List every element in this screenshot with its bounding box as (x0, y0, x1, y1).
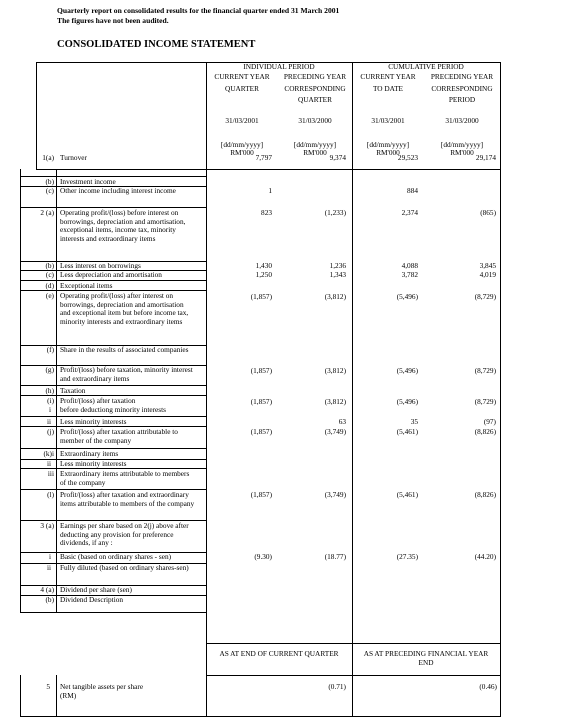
bottom-head-preceding: AS AT PRECEDING FINANCIAL YEAR END (363, 649, 489, 667)
statement-title: CONSOLIDATED INCOME STATEMENT (57, 39, 256, 50)
row-label-r1c: Other income including interest income (60, 186, 176, 195)
row-num-r2c: (c) (45, 270, 54, 279)
value-r2i1-c3: (5,496) (396, 397, 418, 406)
col4-format: [dd/mm/yyyy] (440, 140, 484, 149)
value-r2j-c2: (3,749) (324, 427, 346, 436)
row-label-r2i1: before deductiong minority interests (60, 405, 166, 414)
col2-date: 31/03/2000 (298, 116, 332, 125)
row-num-r2j: (j) (47, 427, 54, 436)
col4-head-line3: PERIOD (448, 95, 476, 104)
value-r2j-c1: (1,857) (250, 427, 272, 436)
row-label-r2l: Profit/(loss) after taxation and extraordinary items attributable to members of the company (60, 490, 195, 508)
row-num-r2e: (e) (45, 291, 54, 300)
row-label-r2b: Less interest on borrowings (60, 261, 141, 270)
col4-head-line1: PRECEDING YEAR (430, 72, 494, 81)
value-r2g-c4: (8,729) (474, 366, 496, 375)
row-label-r1a: Turnover (60, 153, 87, 162)
value-r2a-c2: (1,233) (324, 208, 346, 217)
nta-preceding: (0.46) (479, 682, 497, 691)
row-label-r2i2: Less minority interests (60, 417, 127, 426)
value-r2l-c4: (8,826) (474, 490, 496, 499)
col1-head-line1: CURRENT YEAR (214, 72, 270, 81)
value-r2g-c2: (3,812) (324, 366, 346, 375)
value-r2l-c2: (3,749) (324, 490, 346, 499)
value-r2i1-c4: (8,729) (474, 397, 496, 406)
row-num-r4b: (b) (45, 595, 54, 604)
value-r1a-c2: 9,374 (329, 153, 346, 162)
col1-unit: RM'000 (230, 148, 254, 157)
row-num-r4a: 4 (a) (40, 585, 54, 594)
bottom-head-current: AS AT END OF CURRENT QUARTER (219, 649, 339, 658)
col3-unit: RM'000 (376, 148, 400, 157)
row-num-r2k1: (k)i (43, 449, 54, 458)
row-label-r2g: Profit/(loss) before taxation, minority interest and extraordinary items (60, 365, 193, 383)
value-r2c-c3: 3,782 (401, 270, 418, 279)
value-r2i2-c4: (97) (483, 417, 496, 426)
col3-head-line2: TO DATE (372, 84, 404, 93)
row-num-r2b: (b) (45, 261, 54, 270)
value-r2c-c2: 1,343 (329, 270, 346, 279)
value-r1a-c4: 29,174 (475, 153, 496, 162)
col2-head-line2: CORRESPONDING (284, 84, 346, 93)
value-r2j-c3: (5,461) (396, 427, 418, 436)
row-label-r2k2: Less minority interests (60, 459, 127, 468)
row-num-r2d: (d) (45, 281, 54, 290)
value-r2b-c1: 1,430 (255, 261, 272, 270)
row-label-r3a2: Fully diluted (based on ordinary shares-sen) (60, 563, 189, 572)
row-label-r2c: Less depreciation and amortisation (60, 270, 162, 279)
value-r2a-c4: (865) (480, 208, 496, 217)
value-r2c-c1: 1,250 (255, 270, 272, 279)
row-label-r3a1: Basic (based on ordinary shares - sen) (60, 552, 172, 561)
col2-unit: RM'000 (303, 148, 327, 157)
col3-format: [dd/mm/yyyy] (366, 140, 410, 149)
value-r2b-c2: 1,236 (329, 261, 346, 270)
row-num-r1c: (c) (45, 186, 54, 195)
row-label-r3a: Earnings per share based on 2(j) above after deducting any provision for preference dividends, if any : (60, 521, 189, 548)
row-num-r2g: (g) (45, 365, 54, 374)
row-num-r2i: (i) (47, 396, 54, 405)
value-r3a1-c3: (27.35) (396, 552, 418, 561)
value-r2g-c3: (5,496) (396, 366, 418, 375)
col1-format: [dd/mm/yyyy] (220, 140, 264, 149)
row-num-r3a: 3 (a) (40, 521, 54, 530)
row-num-r2l: (l) (47, 490, 54, 499)
row-num-r3a1: i (48, 552, 51, 561)
row-num-r2a: 2 (a) (40, 208, 54, 217)
value-r2e-c4: (8,729) (474, 292, 496, 301)
row-label-r2f: Share in the results of associated companies (60, 345, 189, 354)
value-r1a-c1: 7,797 (255, 153, 272, 162)
row-num-5: 5 (46, 682, 50, 691)
nta-label: Net tangible assets per share (RM) (60, 682, 144, 700)
row-label-r1b: Investment income (60, 177, 116, 186)
row-label-r4a: Dividend per share (sen) (60, 585, 132, 594)
value-r3a1-c2: (18.77) (324, 552, 346, 561)
individual-period-header: INDIVIDUAL PERIOD (243, 62, 315, 71)
col2-head-line1: PRECEDING YEAR (283, 72, 347, 81)
row-label-r2h: Taxation (60, 386, 86, 395)
col2-format: [dd/mm/yyyy] (293, 140, 337, 149)
row-num-r2i1: i (48, 405, 51, 414)
row-label-r2k1: Extraordinary items (60, 449, 119, 458)
value-r2b-c4: 3,845 (479, 261, 496, 270)
value-r2c-c4: 4,019 (479, 270, 496, 279)
value-r2b-c3: 4,088 (401, 261, 418, 270)
row-num-r2h: (h) (45, 386, 54, 395)
value-r2i1-c1: (1,857) (250, 397, 272, 406)
col3-date: 31/03/2001 (371, 116, 405, 125)
value-r2j-c4: (8,826) (474, 427, 496, 436)
row-label-r4b: Dividend Description (60, 595, 124, 604)
row-num-r1a: 1(a) (42, 153, 54, 162)
value-r2e-c1: (1,857) (250, 292, 272, 301)
value-r2a-c1: 823 (261, 208, 272, 217)
value-r1c-c3: 884 (407, 186, 418, 195)
value-r2l-c3: (5,461) (396, 490, 418, 499)
row-num-r2k2: ii (46, 459, 51, 468)
nta-current: (0.71) (328, 682, 346, 691)
report-header-line1: Quarterly report on consolidated results for the financial quarter ended 31 March 2001 (57, 6, 340, 15)
row-num-r1b: (b) (45, 177, 54, 186)
value-r1c-c1: 1 (268, 186, 272, 195)
cumulative-period-header: CUMULATIVE PERIOD (388, 62, 464, 71)
col3-head-line1: CURRENT YEAR (360, 72, 416, 81)
value-r3a1-c4: (44.20) (474, 552, 496, 561)
value-r2i1-c2: (3,812) (324, 397, 346, 406)
col4-unit: RM'000 (450, 148, 474, 157)
value-r2a-c3: 2,374 (401, 208, 418, 217)
col1-date: 31/03/2001 (225, 116, 259, 125)
value-r2e-c3: (5,496) (396, 292, 418, 301)
value-r2g-c1: (1,857) (250, 366, 272, 375)
row-label-r2d: Exceptional items (60, 281, 113, 290)
col2-head-line3: QUARTER (297, 95, 333, 104)
col4-date: 31/03/2000 (445, 116, 479, 125)
value-r2i2-c2: 63 (338, 417, 346, 426)
row-num-r3a2: ii (46, 563, 51, 572)
value-r1a-c3: 29,523 (397, 153, 418, 162)
value-r2i2-c3: 35 (410, 417, 418, 426)
col1-head-line2: QUARTER (224, 84, 260, 93)
row-num-r2k3: iii (47, 469, 54, 478)
value-r3a1-c1: (9.30) (254, 552, 272, 561)
row-label-r2j: Profit/(loss) after taxation attributable to member of the company (60, 427, 178, 445)
report-header-line2: The figures have not been audited. (57, 16, 169, 25)
value-r2l-c1: (1,857) (250, 490, 272, 499)
row-num-r2f: (f) (46, 345, 54, 354)
row-num-r2i2: ii (46, 417, 51, 426)
row-label-r2k3: Extraordinary items attributable to members of the company (60, 469, 190, 487)
value-r2e-c2: (3,812) (324, 292, 346, 301)
row-label-r2i: Profit/(loss) after taxation (60, 396, 136, 405)
row-label-r2a: Operating profit/(loss) before interest on borrowings, depreciation and amortisation, exceptional items, income tax, minority interests and extraordinary items (60, 208, 186, 243)
col4-head-line2: CORRESPONDING (431, 84, 493, 93)
row-label-r2e: Operating profit/(loss) after interest on borrowings, depreciation and amortisation and exceptional item but before income tax, minority interests and extraordinary items (60, 291, 189, 326)
